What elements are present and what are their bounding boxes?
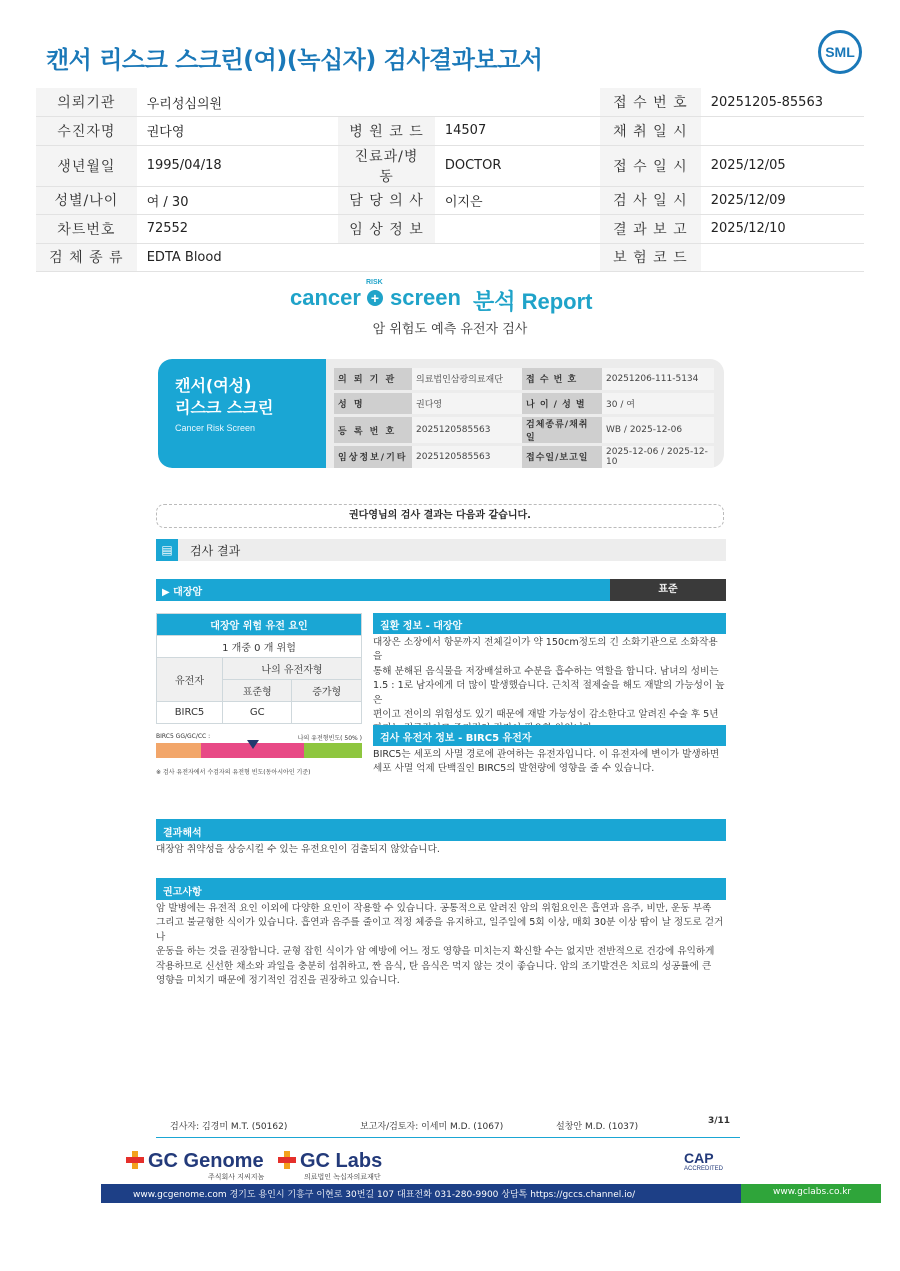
info-label: 접 수 번 호 [600,88,701,117]
info-row [36,145,864,186]
info-label: 채 취 일 시 [600,117,701,146]
info-value [701,243,864,272]
info-value [435,215,600,244]
text-line: 암 발병에는 유전적 요인 이외에 다양한 요인이 작용할 수 있습니다. 공통적으로 알려진 암의 위험요인은 흡연과 음주, 비만, 운동 부족 [156,903,712,914]
frequency-segment [304,743,362,758]
info-value [435,243,600,272]
gc-genome-sub: 주식회사 지씨지놈 [208,1173,265,1181]
text-line: 대장은 소장에서 항문까지 전체길이가 약 150cm정도의 긴 소화기관으로 소화작용을 [373,637,718,663]
card-label: 임상정보/기타 [334,446,412,468]
card-value: 30 / 여 [602,393,714,415]
card-label: 접 수 번 호 [522,368,602,390]
brand-screen: screen [390,285,461,310]
cancer-section-label: ▶ 대장암 [162,587,203,598]
patient-info-table [36,88,864,272]
card-label: 성 명 [334,393,412,415]
footer-site: www.gclabs.co.kr [773,1187,852,1197]
result-notice: 권다영님의 검사 결과는 다음과 같습니다. [156,504,724,528]
card-label: 검체종류/채취일 [522,417,602,443]
gene-standard-value: GC [223,702,292,724]
text-line: 그리고 불균형한 식이가 있습니다. 흡연과 음주를 줄이고 적정 체중을 유지하고, 일주일에 5회 이상, 매회 30분 이상 땀이 날 정도로 걷거나 [156,917,724,943]
gene-info-title: 검사 유전자 정보 - BIRC5 유전자 [373,725,726,746]
info-value: DOCTOR [435,145,600,186]
text-line: 영향을 미치기 때문에 정기적인 검진을 권장하고 있습니다. [156,975,400,987]
card-title-panel [158,359,326,468]
card-row [334,368,714,390]
interpretation-text: 대장암 취약성을 상승시킬 수 있는 유전요인이 검출되지 않았습니다. [156,844,440,855]
card-title-1: 캔서(여성) [175,376,252,395]
info-row [36,186,864,215]
info-label: 접 수 일 시 [600,145,701,186]
interpretation-title: 결과해석 [156,819,726,841]
info-label: 검 사 일 시 [600,186,701,215]
gc-cross-icon [278,1151,296,1169]
frequency-labels [156,733,362,740]
card-info-table [334,365,714,468]
card-title-en: Cancer Risk Screen [175,423,256,433]
result-section-label: 검사 결과 [190,544,241,558]
result-section-bar [156,539,726,561]
plus-icon: + [367,290,383,306]
reporter-signature: 보고자/검토자: 이세미 M.D. (1067) [360,1122,504,1132]
info-row [36,215,864,244]
info-label: 생년월일 [36,145,137,186]
info-value: 72552 [137,215,338,244]
card-value: 2025-12-06 / 2025-12-10 [602,446,714,468]
info-value: 2025/12/05 [701,145,864,186]
gene-info-body [373,748,726,777]
frequency-note: ※ 검사 유전자에서 수검자의 유전형 빈도(동아시아인 기준) [156,769,311,776]
frequency-left-label: BIRC5 GG/GC/CC : [156,733,211,740]
sml-logo: SML [818,30,862,74]
info-value [701,117,864,146]
info-label: 병 원 코 드 [338,117,435,146]
gc-genome-logo: GC Genome [126,1150,264,1173]
gene-table-title: 대장암 위험 유전 요인 [157,614,362,636]
card-label: 접수일/보고일 [522,446,602,468]
card-value: 2025120585563 [412,417,522,443]
cancer-risk-screen-logo [290,279,610,314]
card-value: 의료법인삼광의료재단 [412,368,522,390]
card-value: 20251206-111-5134 [602,368,714,390]
info-value [435,88,600,117]
disease-info-title: 질환 정보 - 대장암 [373,613,726,634]
disease-info-body [373,636,726,737]
recommendation-title: 권고사항 [156,878,726,900]
info-value: 우리성심의원 [137,88,338,117]
text-line: BIRC5는 세포의 사멸 경로에 관여하는 유전자입니다. 이 유전자에 변이가 발생하면 [373,749,720,760]
summary-card [158,359,724,468]
text-line: 편이고 전이의 위험성도 있기 때문에 재발 가능성이 감소한다고 알려진 수술 후 5년 [373,709,719,721]
brand-report: 분석 Report [473,289,593,314]
report-icon: ▤ [156,539,178,561]
frequency-bar [156,743,362,758]
footer-bar [101,1184,852,1203]
text-line: 통해 분해된 음식물을 저장배설하고 수분을 흡수하는 역할을 합니다. 남녀의 성비는 [373,665,719,677]
card-label: 나 이 / 성 별 [522,393,602,415]
reviewer-signature: 설창안 M.D. (1037) [556,1122,639,1132]
signature-divider [156,1137,740,1138]
info-value: 20251205-85563 [701,88,864,117]
info-label: 수진자명 [36,117,137,146]
brand-cancer: cancer [290,285,361,310]
card-row [334,417,714,443]
gene-increased-value [292,702,362,724]
info-label [338,243,435,272]
info-row [36,88,864,117]
info-value: 1995/04/18 [137,145,338,186]
info-value: 여 / 30 [137,186,338,215]
gene-table-summary: 1 개중 0 개 위험 [157,636,362,658]
info-value: EDTA Blood [137,243,338,272]
info-label: 검 체 종 류 [36,243,137,272]
info-label [338,88,435,117]
col-my-genotype: 나의 유전자형 [223,658,362,680]
info-row [36,243,864,272]
frequency-segment [156,743,201,758]
gc-cross-icon [126,1151,144,1169]
brand-subtitle: 암 위험도 예측 유전자 검사 [372,322,528,337]
col-standard: 표준형 [223,680,292,702]
card-row [334,393,714,415]
card-title-2: 리스크 스크린 [175,398,274,417]
text-line: 작용하므로 신선한 채소와 과일을 충분히 섭취하고, 짠 음식, 탄 음식은 먹지 않는 것이 좋습니다. 암의 조기발견은 치료의 성공률에 큰 [156,960,712,972]
info-value: 2025/12/09 [701,186,864,215]
recommendation-body [156,902,726,988]
info-label: 보 험 코 드 [600,243,701,272]
footer-address: www.gcgenome.com 경기도 용인시 기흥구 이현로 30번길 107 대표전화 031-280-9900 상담톡 https://gccs.channel.io/ [133,1190,636,1200]
gc-labs-logo: GC Labs [278,1150,382,1173]
info-label: 의뢰기관 [36,88,137,117]
status-badge: 표준 [610,579,726,601]
info-label: 차트번호 [36,215,137,244]
info-label: 결 과 보 고 [600,215,701,244]
brand-risk: RISK [366,279,383,286]
info-value: 2025/12/10 [701,215,864,244]
card-value: WB / 2025-12-06 [602,417,714,443]
info-row [36,117,864,146]
cap-accredited-logo: CAP ACCREDITED [684,1150,724,1172]
info-label: 성별/나이 [36,186,137,215]
report-title: 캔서 리스크 스크린(여)(녹십자) 검사결과보고서 [46,46,543,74]
text-line: 세포 사멸 억제 단백질인 BIRC5의 발현량에 영향을 줄 수 있습니다. [373,763,655,775]
info-value: 14507 [435,117,600,146]
text-line: 1.5 : 1로 남자에게 더 많이 발생했습니다. 근치적 절제술을 해도 재발의 가능성이 높은 [373,680,725,706]
info-label: 담 당 의 사 [338,186,435,215]
info-value: 이지은 [435,186,600,215]
gene-name: BIRC5 [157,702,223,724]
col-gene: 유전자 [157,658,223,702]
cancer-section-bar [156,579,726,601]
info-value: 권다영 [137,117,338,146]
info-label: 진료과/병동 [338,145,435,186]
card-label: 등 록 번 호 [334,417,412,443]
text-line: 운동을 하는 것을 권장합니다. 균형 잡힌 식이가 암 예방에 어느 정도 영향을 미치는지 확신할 수는 없지만 전반적으로 건강에 유익하게 [156,946,715,958]
tester-signature: 검사자: 김경미 M.T. (50162) [170,1122,288,1132]
card-label: 의 뢰 기 관 [334,368,412,390]
frequency-right-label: 나의 유전형빈도( 50% ) [297,735,362,742]
col-increased: 증가형 [292,680,362,702]
card-value: 2025120585563 [412,446,522,468]
gene-risk-table [156,613,362,724]
frequency-marker-icon [247,740,259,749]
page-number: 3/11 [708,1116,731,1126]
info-label: 임 상 정 보 [338,215,435,244]
gc-labs-sub: 의료법인 녹십자의료재단 [304,1173,381,1181]
card-row [334,446,714,468]
card-value: 권다영 [412,393,522,415]
